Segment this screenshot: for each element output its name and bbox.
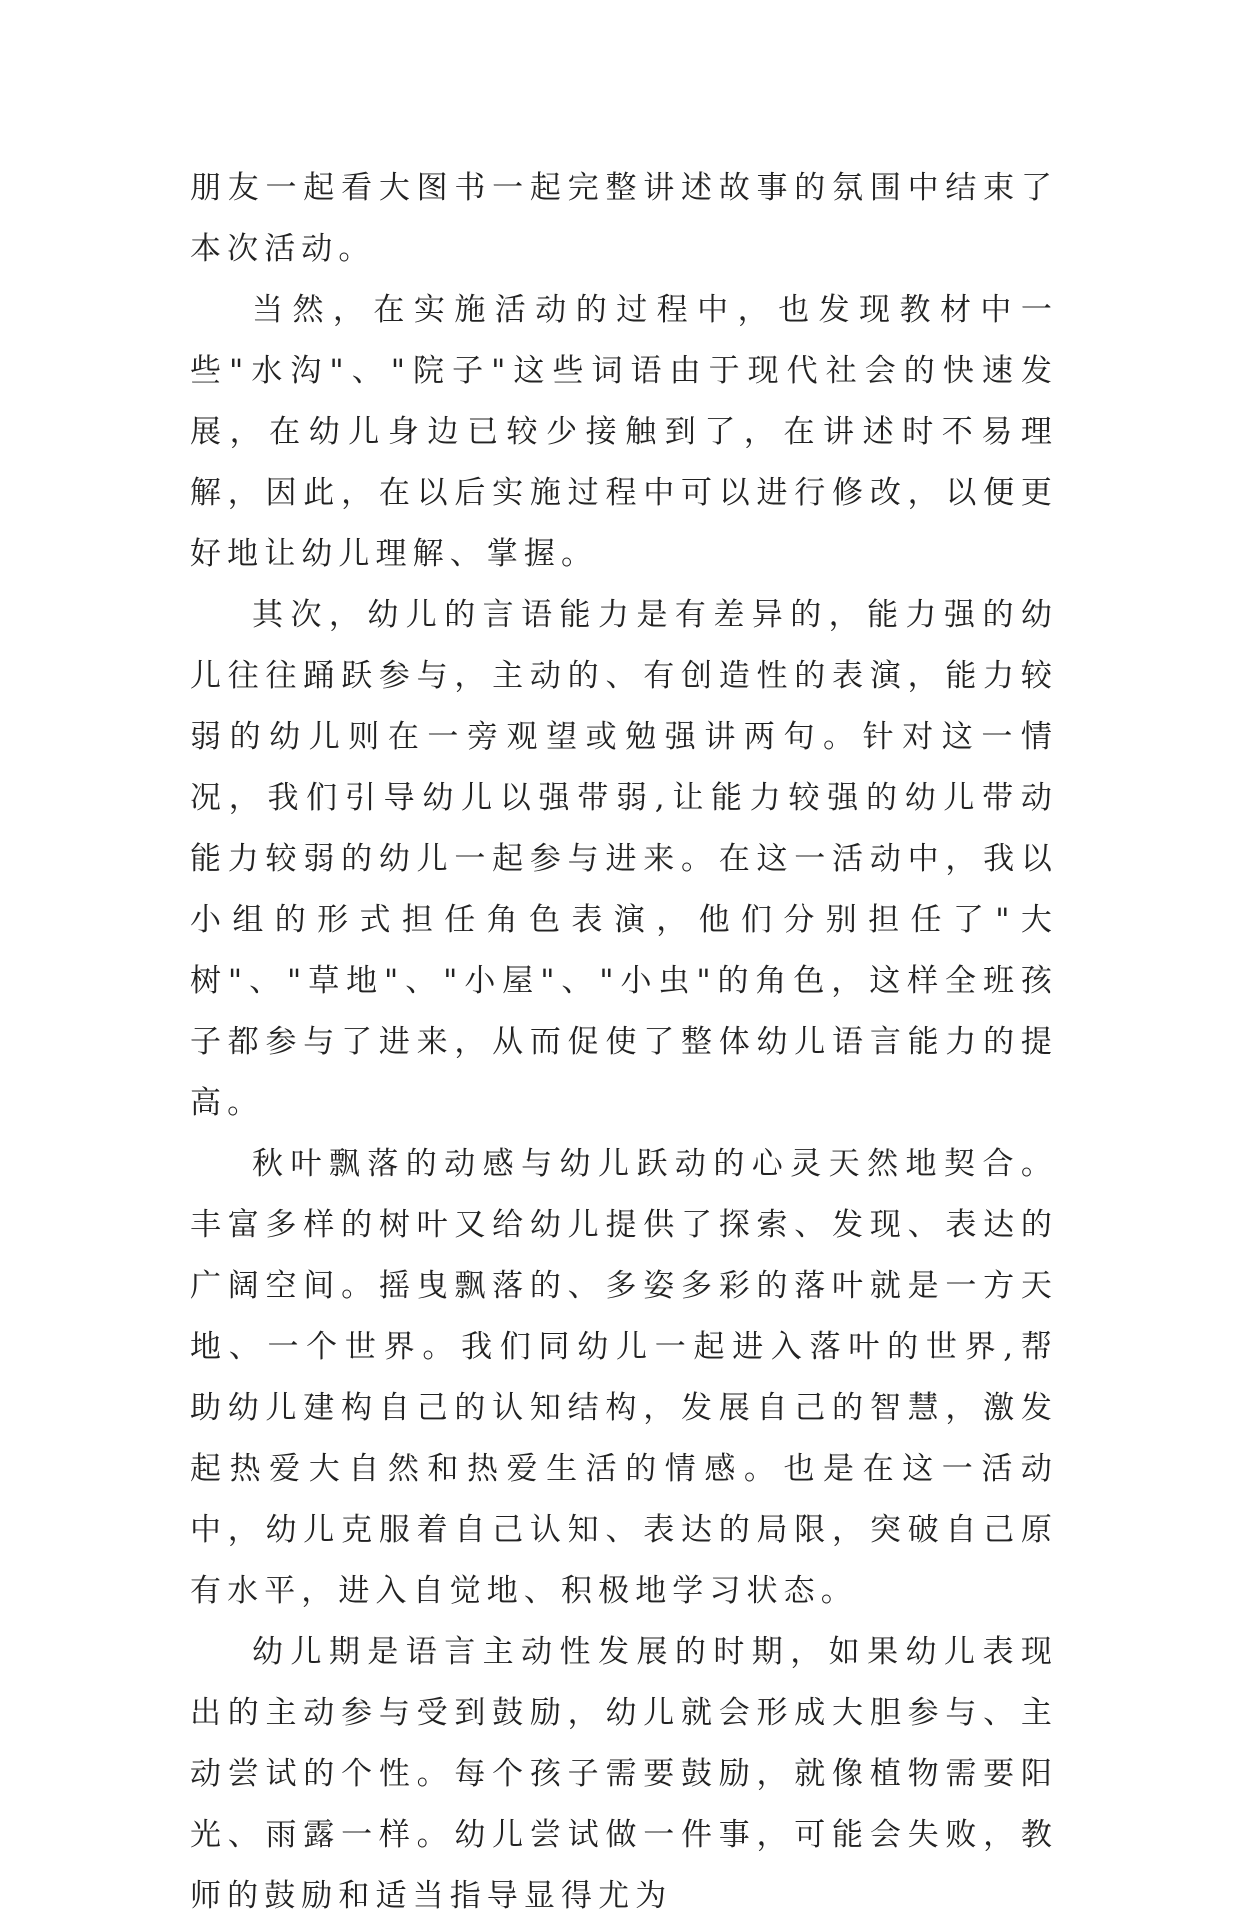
paragraph-3: 其次，幼儿的言语能力是有差异的，能力强的幼儿往往踊跃参与，主动的、有创造性的表演，能力较弱的幼儿则在一旁观望或勉强讲两句。针对这一情况，我们引导幼儿以强带弱,让能力较强的幼儿带动能力较弱的幼儿一起参与进来。在这一活动中，我以小组的形式担任角色表演，他们分别担任了"大树"、"草地"、"小屋"、"小虫"的角色，这样全班孩子都参与了进来，从而促使了整体幼儿语言能力的提高。 (190, 597, 1058, 1121)
paragraph-4: 秋叶飘落的动感与幼儿跃动的心灵天然地契合。丰富多样的树叶又给幼儿提供了探索、发现、表达的广阔空间。摇曳飘落的、多姿多彩的落叶就是一方天地、一个世界。我们同幼儿一起进入落叶的世界,帮助幼儿建构自己的认知结构，发展自己的智慧，激发起热爱大自然和热爱生活的情感。也是在这一活动中，幼儿克服着自己认知、表达的局限，突破自己原有水平，进入自觉地、积极地学习状态。 (190, 1146, 1058, 1609)
paragraph-2: 当然，在实施活动的过程中，也发现教材中一些"水沟"、"院子"这些词语由于现代社会的快速发展，在幼儿身边已较少接触到了，在讲述时不易理解，因此，在以后实施过程中可以进行修改，以便更好地让幼儿理解、掌握。 (190, 292, 1058, 572)
paragraph-5: 幼儿期是语言主动性发展的时期，如果幼儿表现出的主动参与受到鼓励，幼儿就会形成大胆参与、主动尝试的个性。每个孩子需要鼓励，就像植物需要阳光、雨露一样。幼儿尝试做一件事，可能会失败，教师的鼓励和适当指导显得尤为 (190, 1634, 1058, 1914)
document-body (190, 158, 1058, 1927)
paragraph-1: 朋友一起看大图书一起完整讲述故事的氛围中结束了本次活动。 (190, 170, 1058, 267)
